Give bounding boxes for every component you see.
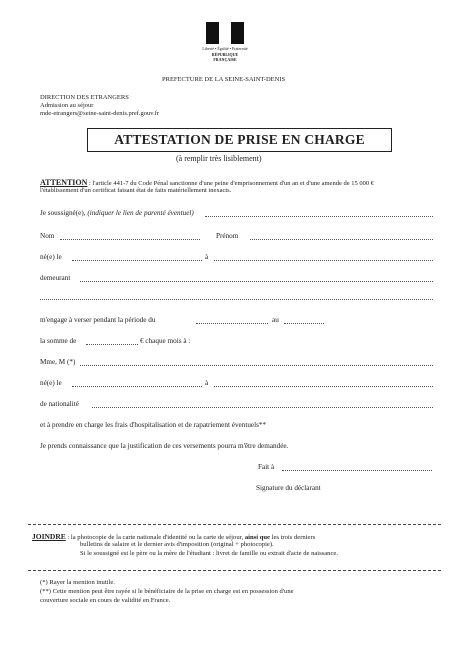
amount-label: la somme de <box>40 337 77 345</box>
marianne-icon <box>206 22 244 44</box>
fait-a-label: Fait à <box>258 463 275 471</box>
period-start-field[interactable] <box>196 323 268 324</box>
birthplace-label: à <box>205 253 209 261</box>
footnote-2a: (**) Cette mention peut être rayée si le bénéficiaire de la prise en charge est en possession d'une <box>40 588 294 595</box>
attention-text-1: : l'article 441-7 du Code Pénal sanctionne d'une peine d'emprisonnement d'un an et d'une amende de 15 000 € <box>89 180 374 187</box>
joindre-line-1 <box>32 532 315 541</box>
fait-a-field[interactable] <box>282 470 432 471</box>
joindre-label: JOINDRE <box>32 532 66 541</box>
beneficiary-field[interactable] <box>80 365 433 366</box>
undersigned-line <box>40 209 194 217</box>
period-label: m'engage à verser pendant la période du <box>40 316 156 324</box>
amount-field[interactable] <box>86 344 138 345</box>
beneficiary-birthdate-label: né(e) le <box>40 379 62 387</box>
beneficiary-birthdate-field[interactable] <box>72 386 202 387</box>
service-name: Admission au séjour <box>40 102 94 109</box>
document-subtitle: (à remplir très lisiblement) <box>176 154 262 163</box>
justification-statement: Je prends connaissance que la justification de ces versements pourra m'être demandée. <box>40 442 289 450</box>
period-au-label: au <box>272 316 279 324</box>
address-label: demeurant <box>40 274 71 282</box>
address-field-2[interactable] <box>40 299 433 300</box>
beneficiary-label: Mme, M (*) <box>40 358 76 366</box>
joindre-text-1c: les trois derniers <box>271 534 316 541</box>
signature-label: Signature du déclarant <box>256 484 321 492</box>
attention-label: ATTENTION <box>40 178 88 187</box>
republic-logo <box>200 22 250 70</box>
nom-label: Nom <box>40 232 55 240</box>
attention-line-1 <box>40 178 374 187</box>
contact-email: mde-etrangers@seine-saint-denis.pref.gouv.fr <box>40 110 160 117</box>
prenom-label: Prénom <box>216 232 239 240</box>
period-end-field[interactable] <box>284 323 324 324</box>
document-title: ATTESTATION DE PRISE EN CHARGE <box>87 128 392 152</box>
prefecture-name: PREFECTURE DE LA SEINE-SAINT-DENIS <box>162 76 286 83</box>
birthdate-field[interactable] <box>72 260 202 261</box>
birthplace-field[interactable] <box>214 260 433 261</box>
amount-suffix: € chaque mois à : <box>140 337 191 345</box>
joindre-text-2: bulletins de salaire et le dernier avis d'imposition (original + photocopie). <box>80 541 274 548</box>
footnote-1: (*) Rayer la mention inutile. <box>40 579 115 586</box>
undersigned-hint: (indiquer le lien de parenté éventuel) <box>87 209 194 217</box>
nationality-label: de nationalité <box>40 400 79 408</box>
logo-motto: Liberté • Égalité • Fraternité <box>202 46 248 51</box>
address-field-1[interactable] <box>80 281 433 282</box>
logo-country: RÉPUBLIQUE FRANÇAISE <box>211 52 239 62</box>
nationality-field[interactable] <box>92 407 433 408</box>
nom-field[interactable] <box>60 239 200 240</box>
birthdate-label: né(e) le <box>40 253 62 261</box>
footnote-2b: couverture sociale en cours de validité en France. <box>40 597 171 604</box>
joindre-text-1b: ainsi que <box>244 534 270 541</box>
undersigned-label: Je soussigné(e), <box>40 209 86 217</box>
direction-name: DIRECTION DES ETRANGERS <box>40 94 129 101</box>
beneficiary-birthplace-field[interactable] <box>214 386 433 387</box>
prenom-field[interactable] <box>250 239 433 240</box>
undersigned-field[interactable] <box>205 216 433 217</box>
beneficiary-birthplace-label: à <box>205 379 209 387</box>
joindre-text-1a: : la photocopie de la carte nationale d'identité ou la carte de séjour, <box>67 534 244 541</box>
attention-text-2: l'établissement d'un certificat faisant état de faits matériellement inexacts. <box>40 187 232 194</box>
coverage-statement: et à prendre en charge les frais d'hospitalisation et de rapatriement éventuels** <box>40 421 267 429</box>
joindre-text-3: Si le soussigné est le père ou la mère de l'étudiant : livret de famille ou extrait d'acte de naissance. <box>80 550 338 557</box>
